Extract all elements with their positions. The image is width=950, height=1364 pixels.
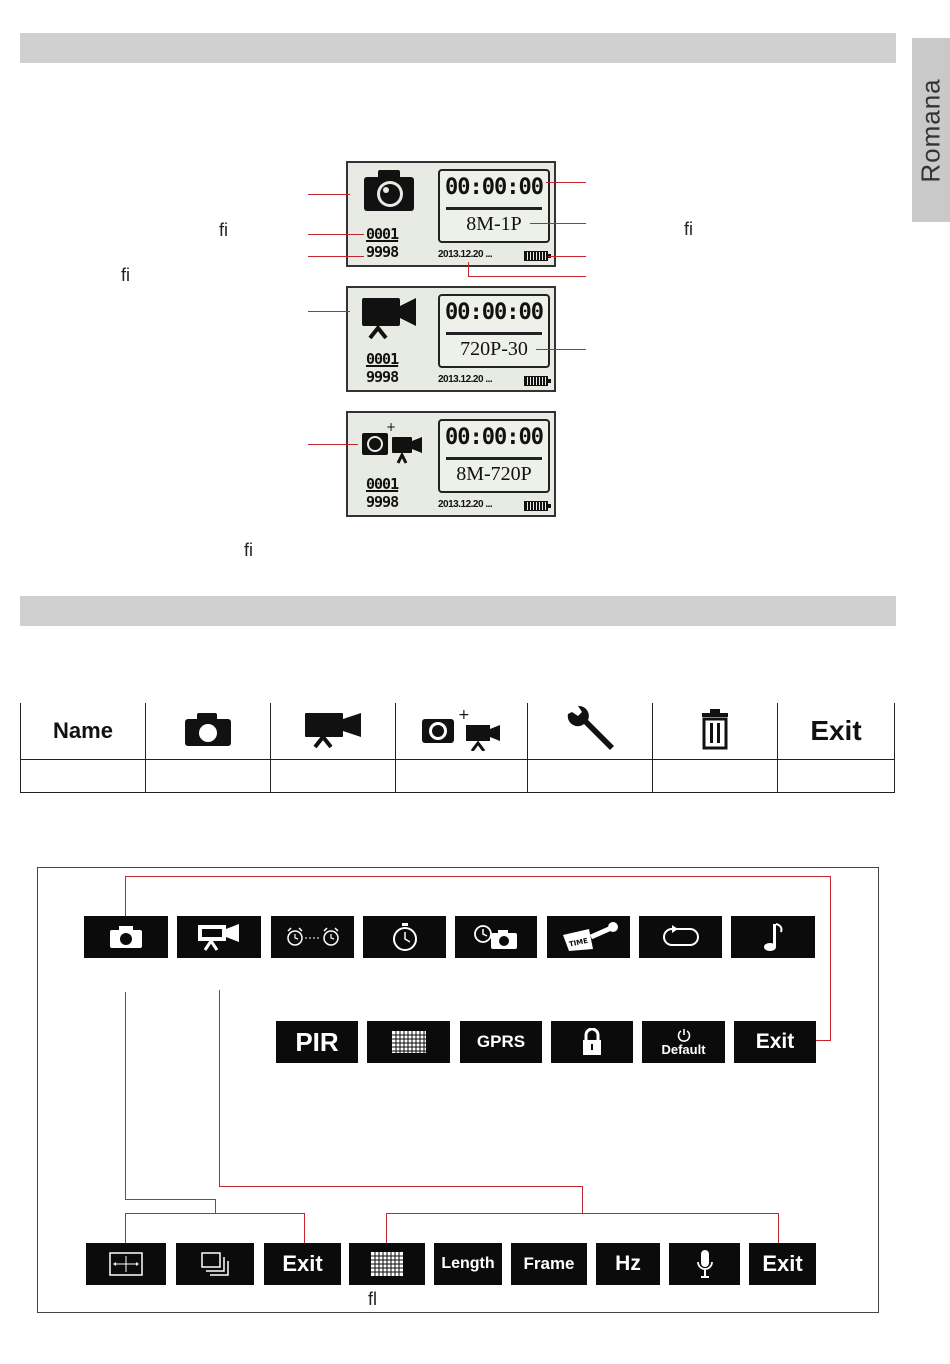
grid-icon	[391, 1030, 427, 1054]
camera-icon	[183, 711, 233, 747]
video-exit-label: Exit	[762, 1251, 803, 1276]
photo-exit-button[interactable]	[264, 1243, 341, 1285]
connector-line	[830, 876, 831, 1040]
connector-line	[386, 1213, 778, 1214]
text-fragment: fi	[684, 219, 693, 239]
leader-line	[548, 256, 586, 257]
window-divider	[446, 457, 542, 460]
connector-line	[816, 1040, 831, 1041]
language-tab-label: Romana	[915, 77, 946, 183]
timer-readout: 00:00:00	[445, 175, 543, 200]
table-header-delete-cell	[653, 703, 778, 760]
date-dots: ...	[485, 374, 493, 385]
svg-text:+: +	[386, 420, 397, 434]
resolution-readout: 720P-30	[460, 338, 528, 360]
resolution-readout: 8M-720P	[456, 463, 532, 485]
table-header-exit: Exit	[810, 715, 862, 746]
status-window	[438, 419, 550, 493]
video-camera-icon	[303, 709, 363, 749]
section-bar-top	[20, 33, 896, 63]
video-length-label: Length	[441, 1255, 495, 1272]
wrench-icon	[564, 704, 616, 754]
camera-icon	[109, 925, 143, 949]
video-resolution-button[interactable]	[349, 1243, 425, 1285]
date-text: 2013.12.20	[438, 249, 484, 260]
video-hz-label: Hz	[615, 1252, 641, 1275]
connector-line	[125, 876, 830, 877]
captures-taken-counter: 0001	[366, 475, 399, 493]
microphone-icon	[696, 1249, 714, 1279]
table-header-exit-cell	[778, 703, 895, 760]
connector-line	[125, 1213, 126, 1243]
timelapse-camera-icon	[473, 923, 519, 951]
timer-readout: 00:00:00	[445, 425, 543, 450]
menu-sound-button[interactable]	[731, 916, 815, 958]
leader-line	[530, 223, 586, 224]
menu-loop-button[interactable]	[639, 916, 722, 958]
connector-line	[219, 990, 220, 1186]
video-camera-icon	[197, 923, 241, 951]
trash-icon	[700, 708, 730, 750]
svg-text:+: +	[457, 706, 470, 723]
timer-readout: 00:00:00	[445, 300, 543, 325]
leader-line	[546, 182, 586, 183]
leader-line	[308, 256, 364, 257]
video-frame-button[interactable]	[511, 1243, 587, 1285]
date-dots: ...	[485, 249, 493, 260]
video-exit-button[interactable]	[749, 1243, 816, 1285]
menu-delay-button[interactable]	[363, 916, 446, 958]
text-fragment: fi	[121, 265, 130, 285]
leader-line	[468, 276, 586, 277]
leader-line	[308, 194, 350, 195]
menu-exit-label: Exit	[755, 1030, 795, 1053]
date-text: 2013.12.20	[438, 499, 484, 510]
status-window	[438, 169, 550, 243]
power-icon	[677, 1028, 691, 1042]
table-header-photo-video-cell	[396, 703, 528, 760]
menu-timer-switch-button[interactable]	[271, 916, 354, 958]
camera-icon	[362, 167, 416, 213]
svg-text:TIME: TIME	[567, 936, 589, 949]
options-table	[20, 703, 895, 793]
captures-remaining-counter: 9998	[366, 493, 399, 511]
connector-line	[304, 1213, 305, 1243]
table-cell	[653, 760, 778, 793]
status-window	[438, 294, 550, 368]
menu-exit-button[interactable]	[734, 1021, 816, 1063]
resolution-readout: 8M-1P	[466, 213, 522, 235]
leader-line	[308, 444, 358, 445]
table-cell	[528, 760, 653, 793]
menu-time-stamp-button[interactable]	[547, 916, 630, 958]
stopwatch-icon	[390, 922, 420, 952]
menu-lock-button[interactable]	[551, 1021, 633, 1063]
connector-line	[125, 1199, 215, 1200]
table-header-name: Name	[53, 718, 113, 743]
date-readout	[438, 374, 492, 385]
shots-remaining-counter: 9998	[366, 243, 399, 261]
loop-icon	[658, 923, 704, 951]
table-cell	[271, 760, 396, 793]
camera-plus-video-icon	[360, 419, 424, 465]
date-dots: ...	[485, 499, 493, 510]
video-frame-label: Frame	[523, 1254, 575, 1273]
photo-exit-label: Exit	[282, 1251, 323, 1276]
menu-photo-button[interactable]	[84, 916, 168, 958]
table-header-video-cell	[271, 703, 396, 760]
battery-icon	[524, 376, 548, 386]
grid-icon	[370, 1251, 404, 1277]
window-divider	[446, 332, 542, 335]
connector-line	[125, 992, 126, 1199]
burst-icon	[200, 1251, 230, 1277]
menu-gprs-button[interactable]	[460, 1021, 542, 1063]
video-camera-icon	[360, 296, 420, 340]
section-bar-middle	[20, 596, 896, 626]
connector-line	[582, 1186, 583, 1213]
leader-line	[308, 311, 350, 312]
menu-grid-button[interactable]	[367, 1021, 450, 1063]
connector-line	[125, 1213, 304, 1214]
photo-size-button[interactable]	[86, 1243, 166, 1285]
table-header-photo-cell	[146, 703, 271, 760]
menu-gprs-label: GPRS	[476, 1032, 526, 1051]
table-cell	[396, 760, 528, 793]
menu-video-button[interactable]	[177, 916, 261, 958]
time-stamp-icon	[559, 921, 619, 953]
clips-taken-counter: 0001	[366, 350, 399, 368]
language-tab[interactable]	[912, 38, 950, 222]
table-cell	[146, 760, 271, 793]
window-divider	[446, 207, 542, 210]
leader-line	[308, 234, 364, 235]
alarm-clocks-icon	[285, 926, 341, 948]
connector-line	[386, 1213, 387, 1243]
lcd-screen-photo	[346, 161, 556, 267]
table-header-settings-cell	[528, 703, 653, 760]
battery-icon	[524, 501, 548, 511]
clips-remaining-counter: 9998	[366, 368, 399, 386]
camera-plus-video-icon	[420, 707, 504, 751]
leader-line	[536, 349, 586, 350]
date-readout	[438, 499, 492, 510]
lock-icon	[581, 1028, 603, 1056]
text-fragment: fi	[244, 540, 253, 560]
table-cell	[21, 760, 146, 793]
lcd-screen-video	[346, 286, 556, 392]
table-header-name-cell	[21, 703, 146, 760]
video-audio-button[interactable]	[669, 1243, 740, 1285]
text-fragment: fl	[368, 1289, 377, 1309]
photo-burst-button[interactable]	[176, 1243, 254, 1285]
date-readout	[438, 249, 492, 260]
menu-pir-button[interactable]	[276, 1021, 358, 1063]
video-hz-button[interactable]	[596, 1243, 660, 1285]
music-note-icon	[761, 922, 785, 952]
menu-timelapse-button[interactable]	[455, 916, 537, 958]
date-text: 2013.12.20	[438, 374, 484, 385]
battery-icon	[524, 251, 548, 261]
video-length-button[interactable]	[434, 1243, 502, 1285]
menu-default-button[interactable]	[642, 1021, 725, 1063]
connector-line	[215, 1199, 216, 1213]
shots-taken-counter: 0001	[366, 225, 399, 243]
connector-line	[125, 876, 126, 916]
table-cell	[778, 760, 895, 793]
image-size-icon	[109, 1252, 143, 1276]
text-fragment: fi	[219, 220, 228, 240]
lcd-screen-photo-video	[346, 411, 556, 517]
connector-line	[778, 1213, 779, 1243]
leader-line	[468, 262, 469, 276]
connector-line	[219, 1186, 582, 1187]
menu-default-label: Default	[661, 1041, 706, 1057]
menu-pir-label: PIR	[295, 1026, 339, 1057]
